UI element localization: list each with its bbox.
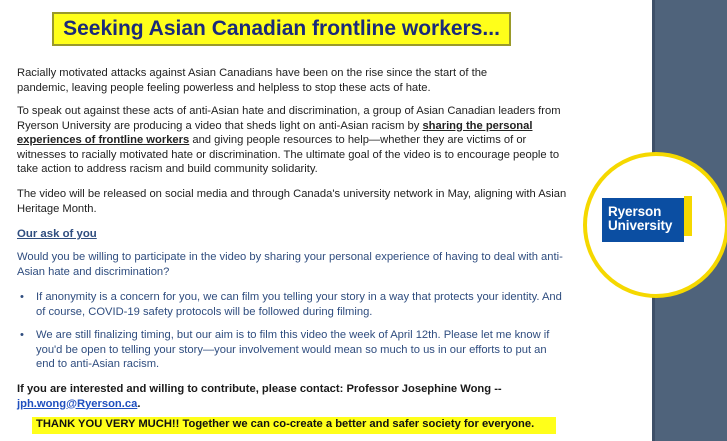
title-banner — [52, 12, 511, 46]
description-text-end: and giving people resources to help—whether they are victims of or witnesses to racially motivated hate or discrimination. The ultimate goal of the video is to encourage people to take action to address racism and build community solidarity. — [17, 134, 560, 175]
bullet-icon: • — [20, 329, 24, 341]
logo-line-2: University — [608, 218, 673, 233]
thank-you-banner: THANK YOU VERY MUCH!! Together we can co-create a better and safer society for everyone. — [32, 417, 556, 434]
logo-line-1: Ryerson — [608, 204, 662, 219]
description-paragraph — [17, 104, 577, 177]
description-text-start: To speak out against these acts of anti-Asian hate and discrimination, a group of Asian Canadian leaders from Ryerson University are producing a video that sheds light on anti-Asian racism by — [17, 105, 561, 132]
bullet-text: We are still finalizing timing, but our aim is to film this video the week of April 12th. Please let me know if you'd be open to telling your story—your involvement would mean so much to us in our efforts to put an end to anti-Asian racism. — [36, 329, 550, 370]
logo-yellow-bar — [684, 196, 692, 236]
contact-paragraph — [17, 382, 562, 411]
ryerson-logo — [602, 198, 684, 242]
description-emphasis: sharing the personal experiences of frontline workers — [17, 119, 533, 146]
release-paragraph: The video will be released on social media and through Canada's university network in May, aligning with Asian Heritage Month. — [17, 188, 567, 215]
ask-paragraph: Would you be willing to participate in the video by sharing your personal experience of having to deal with anti-Asian hate and discrimination? — [17, 251, 563, 278]
bullet-item-anonymity — [20, 290, 565, 319]
contact-email-link[interactable]: jph.wong@Ryerson.ca — [17, 397, 138, 410]
contact-suffix: . — [137, 397, 141, 410]
ask-heading: Our ask of you — [17, 228, 97, 240]
page-title: Seeking Asian Canadian frontline workers... — [63, 17, 500, 40]
contact-text: If you are interested and willing to contribute, please contact: Professor Josephine Wong -- — [17, 383, 502, 395]
bullet-icon: • — [20, 291, 24, 303]
bullet-item-timing — [20, 328, 565, 372]
bullet-text: If anonymity is a concern for you, we can film you telling your story in a way that protects your identity. And of course, COVID-19 safety protocols will be followed during filming. — [36, 291, 562, 318]
intro-paragraph: Racially motivated attacks against Asian Canadians have been on the rise since the start of the pandemic, leaving people feeling powerless and helpless to stop these acts of hate. — [17, 67, 488, 94]
